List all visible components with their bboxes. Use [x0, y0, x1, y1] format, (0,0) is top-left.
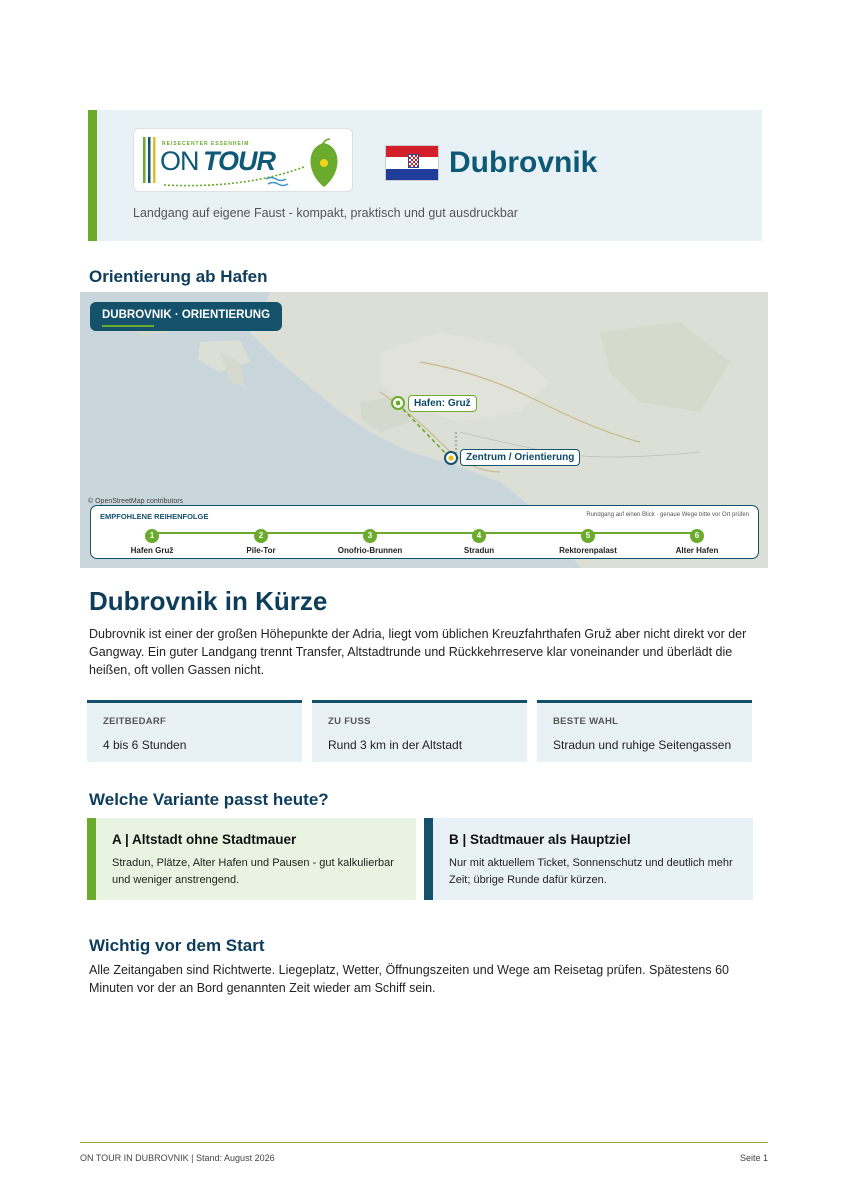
- fact-value: 4 bis 6 Stunden: [103, 738, 187, 752]
- pin-label-center[interactable]: Zentrum / Orientierung: [460, 449, 580, 466]
- fact-label: ZEITBEDARF: [103, 716, 167, 727]
- stop-number: 5: [581, 529, 595, 543]
- header-box: [88, 110, 762, 241]
- stop-number: 3: [363, 529, 377, 543]
- stop-label: Stradun: [463, 546, 495, 555]
- route-stop: [211, 525, 311, 555]
- stop-number: 4: [472, 529, 486, 543]
- flag-crest-icon: [408, 154, 419, 168]
- map-attribution: © OpenStreetMap contributors: [88, 498, 184, 505]
- croatia-flag-icon: [385, 145, 439, 181]
- logo-small-text: REISECENTER ESSENHEIM: [162, 141, 250, 147]
- fact-card: [87, 700, 302, 762]
- logo-on-text: ON: [160, 146, 199, 176]
- variant-b-text: Nur mit aktuellem Ticket, Sonnenschutz und deutlich mehr Zeit; übrige Runde dafür kürzen.: [449, 857, 733, 886]
- stop-label: Pile-Tor: [246, 546, 276, 555]
- stop-label: Rektorenpalast: [559, 546, 617, 555]
- footer-divider: [80, 1142, 768, 1143]
- route-title: EMPFOHLENE REIHENFOLGE: [100, 512, 209, 521]
- route-note: Rundgang auf einen Blick · genaue Wege bitte vor Ort prüfen: [586, 512, 749, 518]
- route-stop: [429, 525, 529, 555]
- stop-label: Onofrio-Brunnen: [337, 546, 403, 555]
- stop-label: Alter Hafen: [675, 546, 719, 555]
- fact-value: Stradun und ruhige Seitengassen: [553, 738, 732, 752]
- variants-heading: Welche Variante passt heute?: [89, 790, 329, 809]
- route-stop: [320, 525, 420, 555]
- start-text: Alle Zeitangaben sind Richtwerte. Liegeplatz, Wetter, Öffnungszeiten und Wege am Reisetag prüfen. Spätestens 60 Minuten vor der an Bord genannten Zeit wieder am Schiff sein.: [89, 963, 729, 995]
- route-stop: [647, 525, 747, 555]
- pin-label-harbor[interactable]: Hafen: Gruž: [408, 395, 477, 412]
- summary-intro: Dubrovnik ist einer der großen Höhepunkte der Adria, liegt vom üblichen Kreuzfahrthafen Gruž aber nicht direkt vor der Gangway. Ein guter Landgang trennt Transfer, Altstadtrunde und Rückkehrreserve klar voneinander und überlädt die heißen, oft vollen Gassen nicht.: [89, 627, 747, 677]
- fact-card: [312, 700, 527, 762]
- on-tour-logo: [133, 128, 353, 192]
- fact-value: Rund 3 km in der Altstadt: [328, 738, 463, 752]
- variant-a-card: [87, 818, 416, 900]
- variant-a-text: Stradun, Plätze, Alter Hafen und Pausen - gut kalkulierbar und weniger anstrengend.: [112, 857, 394, 886]
- fact-label: BESTE WAHL: [553, 716, 619, 727]
- tagline: Landgang auf eigene Faust - kompakt, praktisch und gut ausdruckbar: [133, 206, 518, 220]
- orientation-map[interactable]: [80, 292, 768, 568]
- orientation-heading: Orientierung ab Hafen: [89, 267, 268, 286]
- summary-title: Dubrovnik in Kürze: [89, 586, 328, 616]
- fact-card: [537, 700, 752, 762]
- variant-b-card: [424, 818, 753, 900]
- footer-left: ON TOUR IN DUBROVNIK | Stand: August 2026: [80, 1153, 275, 1163]
- stop-number: 1: [145, 529, 159, 543]
- logo-tour-text: TOUR: [203, 146, 276, 176]
- variant-a-title: A | Altstadt ohne Stadtmauer: [112, 832, 297, 847]
- page-number: Seite 1: [739, 1153, 768, 1163]
- start-heading: Wichtig vor dem Start: [89, 936, 265, 955]
- stop-label: Hafen Gruž: [130, 546, 174, 555]
- city-title: Dubrovnik: [449, 146, 598, 179]
- route-box: [90, 505, 759, 559]
- route-stop: [538, 525, 638, 555]
- variant-b-title: B | Stadtmauer als Hauptziel: [449, 832, 631, 847]
- map-badge: DUBROVNIK · ORIENTIERUNG: [90, 302, 282, 331]
- fact-label: ZU FUSS: [328, 716, 371, 727]
- stop-number: 2: [254, 529, 268, 543]
- route-stop: [102, 525, 202, 555]
- stop-number: 6: [690, 529, 704, 543]
